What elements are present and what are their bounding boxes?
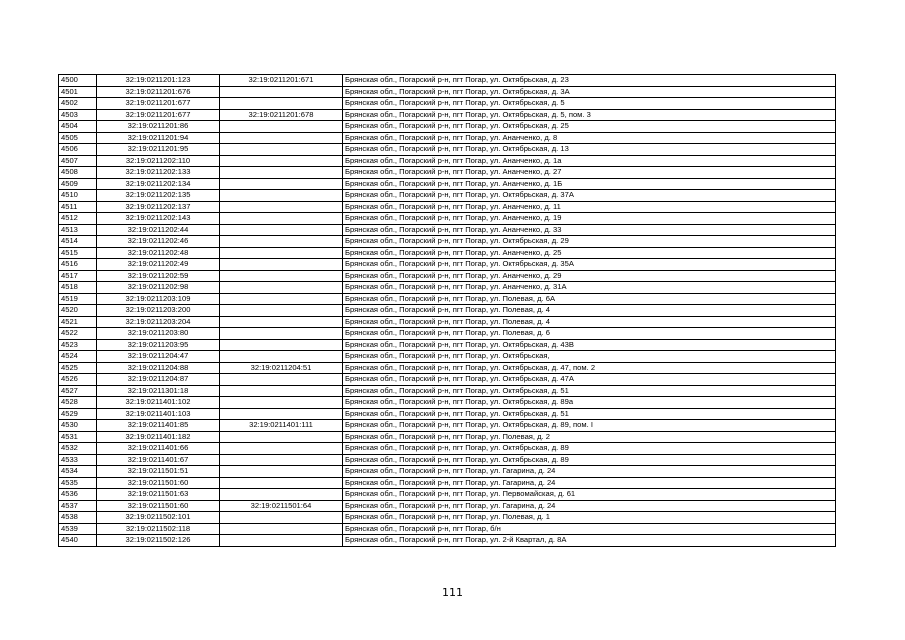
address-cell: Брянская обл., Погарский р-н, пгт Погар, ул. Ананченко, д. 11 [343, 201, 836, 213]
cadastral-number-cell: 32:19:0211202:98 [97, 282, 220, 294]
address-cell: Брянская обл., Погарский р-н, пгт Погар, ул. Полевая, д. 1 [343, 512, 836, 524]
linked-cadastral-number-cell: 32:19:0211501:64 [220, 500, 343, 512]
row-number-cell: 4505 [59, 132, 97, 144]
address-cell: Брянская обл., Погарский р-н, пгт Погар, ул. Октябрьская, д. 5, пом. 3 [343, 109, 836, 121]
linked-cadastral-number-cell [220, 523, 343, 535]
linked-cadastral-number-cell [220, 431, 343, 443]
linked-cadastral-number-cell [220, 535, 343, 547]
cadastral-number-cell: 32:19:0211401:66 [97, 443, 220, 455]
address-cell: Брянская обл., Погарский р-н, пгт Погар, ул. Ананченко, д. 29 [343, 270, 836, 282]
row-number-cell: 4534 [59, 466, 97, 478]
cadastral-number-cell: 32:19:0211501:51 [97, 466, 220, 478]
address-cell: Брянская обл., Погарский р-н, пгт Погар, ул. Октябрьская, д. 3А [343, 86, 836, 98]
linked-cadastral-number-cell: 32:19:0211204:51 [220, 362, 343, 374]
cadastral-number-cell: 32:19:0211203:109 [97, 293, 220, 305]
table-row [59, 431, 836, 443]
cadastral-number-cell: 32:19:0211401:102 [97, 397, 220, 409]
cadastral-number-cell: 32:19:0211202:133 [97, 167, 220, 179]
row-number-cell: 4509 [59, 178, 97, 190]
linked-cadastral-number-cell [220, 397, 343, 409]
address-cell: Брянская обл., Погарский р-н, пгт Погар, ул. Октябрьская, д. 35А [343, 259, 836, 271]
cadastral-number-cell: 32:19:0211203:80 [97, 328, 220, 340]
table-row [59, 155, 836, 167]
address-cell: Брянская обл., Погарский р-н, пгт Погар, ул. 2-й Квартал, д. 8А [343, 535, 836, 547]
table-row [59, 420, 836, 432]
linked-cadastral-number-cell [220, 144, 343, 156]
table-row [59, 132, 836, 144]
page-number: 111 [442, 586, 463, 599]
linked-cadastral-number-cell [220, 270, 343, 282]
row-number-cell: 4526 [59, 374, 97, 386]
address-cell: Брянская обл., Погарский р-н, пгт Погар, ул. Полевая, д. 4 [343, 316, 836, 328]
table-row [59, 109, 836, 121]
row-number-cell: 4515 [59, 247, 97, 259]
address-cell: Брянская обл., Погарский р-н, пгт Погар, ул. Полевая, д. 4 [343, 305, 836, 317]
row-number-cell: 4531 [59, 431, 97, 443]
address-cell: Брянская обл., Погарский р-н, пгт Погар, ул. Октябрьская, д. 47А [343, 374, 836, 386]
cadastral-number-cell: 32:19:0211502:126 [97, 535, 220, 547]
table-row [59, 466, 836, 478]
linked-cadastral-number-cell [220, 408, 343, 420]
linked-cadastral-number-cell [220, 201, 343, 213]
cadastral-number-cell: 32:19:0211201:676 [97, 86, 220, 98]
linked-cadastral-number-cell [220, 236, 343, 248]
linked-cadastral-number-cell [220, 224, 343, 236]
table-row [59, 201, 836, 213]
linked-cadastral-number-cell [220, 512, 343, 524]
linked-cadastral-number-cell [220, 489, 343, 501]
address-cell: Брянская обл., Погарский р-н, пгт Погар, ул. Октябрьская, д. 89а [343, 397, 836, 409]
cadastral-number-cell: 32:19:0211502:118 [97, 523, 220, 535]
linked-cadastral-number-cell [220, 351, 343, 363]
linked-cadastral-number-cell [220, 178, 343, 190]
linked-cadastral-number-cell [220, 86, 343, 98]
table-row [59, 236, 836, 248]
row-number-cell: 4514 [59, 236, 97, 248]
address-cell: Брянская обл., Погарский р-н, пгт Погар, ул. Ананченко, д. 8 [343, 132, 836, 144]
table-row [59, 339, 836, 351]
table-row [59, 190, 836, 202]
address-cell: Брянская обл., Погарский р-н, пгт Погар, ул. Октябрьская, д. 5 [343, 98, 836, 110]
table-row [59, 374, 836, 386]
cadastral-number-cell: 32:19:0211202:110 [97, 155, 220, 167]
table-row [59, 328, 836, 340]
cadastral-number-cell: 32:19:0211204:47 [97, 351, 220, 363]
address-cell: Брянская обл., Погарский р-н, пгт Погар, ул. Октябрьская, д. 89 [343, 454, 836, 466]
address-cell: Брянская обл., Погарский р-н, пгт Погар, ул. Ананченко, д. 25 [343, 247, 836, 259]
address-cell: Брянская обл., Погарский р-н, пгт Погар, ул. Октябрьская, д. 13 [343, 144, 836, 156]
address-cell: Брянская обл., Погарский р-н, пгт Погар, ул. Ананченко, д. 31А [343, 282, 836, 294]
linked-cadastral-number-cell [220, 305, 343, 317]
linked-cadastral-number-cell [220, 316, 343, 328]
address-cell: Брянская обл., Погарский р-н, пгт Погар, ул. Полевая, д. 6А [343, 293, 836, 305]
table-row [59, 247, 836, 259]
address-cell: Брянская обл., Погарский р-н, пгт Погар, ул. Октябрьская, д. 89 [343, 443, 836, 455]
property-registry-table [58, 74, 836, 547]
cadastral-number-cell: 32:19:0211202:135 [97, 190, 220, 202]
linked-cadastral-number-cell [220, 339, 343, 351]
linked-cadastral-number-cell [220, 293, 343, 305]
linked-cadastral-number-cell [220, 98, 343, 110]
row-number-cell: 4512 [59, 213, 97, 225]
row-number-cell: 4518 [59, 282, 97, 294]
table-row [59, 500, 836, 512]
table-row [59, 397, 836, 409]
table-row [59, 512, 836, 524]
address-cell: Брянская обл., Погарский р-н, пгт Погар, ул. Октябрьская, д. 29 [343, 236, 836, 248]
row-number-cell: 4513 [59, 224, 97, 236]
row-number-cell: 4510 [59, 190, 97, 202]
row-number-cell: 4529 [59, 408, 97, 420]
cadastral-number-cell: 32:19:0211202:48 [97, 247, 220, 259]
row-number-cell: 4504 [59, 121, 97, 133]
row-number-cell: 4521 [59, 316, 97, 328]
table-row [59, 305, 836, 317]
address-cell: Брянская обл., Погарский р-н, пгт Погар, ул. Первомайская, д. 61 [343, 489, 836, 501]
row-number-cell: 4530 [59, 420, 97, 432]
row-number-cell: 4516 [59, 259, 97, 271]
cadastral-number-cell: 32:19:0211204:88 [97, 362, 220, 374]
cadastral-number-cell: 32:19:0211202:46 [97, 236, 220, 248]
address-cell: Брянская обл., Погарский р-н, пгт Погар, ул. Ананченко, д. 1а [343, 155, 836, 167]
table-row [59, 270, 836, 282]
cadastral-number-cell: 32:19:0211401:85 [97, 420, 220, 432]
table-row [59, 316, 836, 328]
table-row [59, 454, 836, 466]
address-cell: Брянская обл., Погарский р-н, пгт Погар, ул. Октябрьская, д. 25 [343, 121, 836, 133]
row-number-cell: 4540 [59, 535, 97, 547]
row-number-cell: 4537 [59, 500, 97, 512]
row-number-cell: 4519 [59, 293, 97, 305]
cadastral-number-cell: 32:19:0211203:204 [97, 316, 220, 328]
cadastral-number-cell: 32:19:0211501:63 [97, 489, 220, 501]
address-cell: Брянская обл., Погарский р-н, пгт Погар, ул. Октябрьская, д. 47, пом. 2 [343, 362, 836, 374]
address-cell: Брянская обл., Погарский р-н, пгт Погар, б/н [343, 523, 836, 535]
cadastral-number-cell: 32:19:0211201:677 [97, 109, 220, 121]
linked-cadastral-number-cell [220, 155, 343, 167]
cadastral-number-cell: 32:19:0211502:101 [97, 512, 220, 524]
address-cell: Брянская обл., Погарский р-н, пгт Погар, ул. Ананченко, д. 27 [343, 167, 836, 179]
linked-cadastral-number-cell [220, 282, 343, 294]
cadastral-number-cell: 32:19:0211201:95 [97, 144, 220, 156]
cadastral-number-cell: 32:19:0211501:60 [97, 500, 220, 512]
row-number-cell: 4507 [59, 155, 97, 167]
table-row [59, 75, 836, 87]
table-row [59, 144, 836, 156]
address-cell: Брянская обл., Погарский р-н, пгт Погар, ул. Октябрьская, д. 51 [343, 385, 836, 397]
row-number-cell: 4501 [59, 86, 97, 98]
address-cell: Брянская обл., Погарский р-н, пгт Погар, ул. Полевая, д. 2 [343, 431, 836, 443]
cadastral-number-cell: 32:19:0211201:86 [97, 121, 220, 133]
address-cell: Брянская обл., Погарский р-н, пгт Погар, ул. Октябрьская, д. 89, пом. I [343, 420, 836, 432]
table-row [59, 282, 836, 294]
address-cell: Брянская обл., Погарский р-н, пгт Погар, ул. Октябрьская, д. 37А [343, 190, 836, 202]
cadastral-number-cell: 32:19:0211201:94 [97, 132, 220, 144]
cadastral-number-cell: 32:19:0211401:103 [97, 408, 220, 420]
cadastral-number-cell: 32:19:0211202:49 [97, 259, 220, 271]
address-cell: Брянская обл., Погарский р-н, пгт Погар, ул. Ананченко, д. 1Б [343, 178, 836, 190]
cadastral-number-cell: 32:19:0211203:200 [97, 305, 220, 317]
cadastral-number-cell: 32:19:0211201:677 [97, 98, 220, 110]
address-cell: Брянская обл., Погарский р-н, пгт Погар, ул. Октябрьская, д. 23 [343, 75, 836, 87]
linked-cadastral-number-cell [220, 477, 343, 489]
row-number-cell: 4533 [59, 454, 97, 466]
table-row [59, 477, 836, 489]
linked-cadastral-number-cell: 32:19:0211201:678 [220, 109, 343, 121]
address-cell: Брянская обл., Погарский р-н, пгт Погар, ул. Октябрьская, д. 43В [343, 339, 836, 351]
cadastral-number-cell: 32:19:0211202:44 [97, 224, 220, 236]
table-row [59, 362, 836, 374]
table-row [59, 408, 836, 420]
row-number-cell: 4503 [59, 109, 97, 121]
table-row [59, 178, 836, 190]
cadastral-number-cell: 32:19:0211201:123 [97, 75, 220, 87]
linked-cadastral-number-cell [220, 454, 343, 466]
cadastral-number-cell: 32:19:0211203:95 [97, 339, 220, 351]
address-cell: Брянская обл., Погарский р-н, пгт Погар, ул. Октябрьская, д. 51 [343, 408, 836, 420]
row-number-cell: 4500 [59, 75, 97, 87]
row-number-cell: 4506 [59, 144, 97, 156]
registry-table-body [59, 75, 836, 547]
table-row [59, 224, 836, 236]
table-row [59, 443, 836, 455]
linked-cadastral-number-cell: 32:19:0211401:111 [220, 420, 343, 432]
address-cell: Брянская обл., Погарский р-н, пгт Погар, ул. Ананченко, д. 19 [343, 213, 836, 225]
row-number-cell: 4517 [59, 270, 97, 282]
linked-cadastral-number-cell [220, 132, 343, 144]
row-number-cell: 4524 [59, 351, 97, 363]
linked-cadastral-number-cell [220, 247, 343, 259]
row-number-cell: 4535 [59, 477, 97, 489]
address-cell: Брянская обл., Погарский р-н, пгт Погар, ул. Гагарина, д. 24 [343, 477, 836, 489]
table-row [59, 489, 836, 501]
address-cell: Брянская обл., Погарский р-н, пгт Погар, ул. Гагарина, д. 24 [343, 466, 836, 478]
table-row [59, 523, 836, 535]
cadastral-number-cell: 32:19:0211202:134 [97, 178, 220, 190]
linked-cadastral-number-cell [220, 385, 343, 397]
table-row [59, 98, 836, 110]
linked-cadastral-number-cell [220, 328, 343, 340]
table-row [59, 535, 836, 547]
row-number-cell: 4525 [59, 362, 97, 374]
address-cell: Брянская обл., Погарский р-н, пгт Погар, ул. Гагарина, д. 24 [343, 500, 836, 512]
linked-cadastral-number-cell [220, 259, 343, 271]
cadastral-number-cell: 32:19:0211204:87 [97, 374, 220, 386]
linked-cadastral-number-cell [220, 466, 343, 478]
cadastral-number-cell: 32:19:0211202:143 [97, 213, 220, 225]
table-row [59, 385, 836, 397]
table-row [59, 121, 836, 133]
row-number-cell: 4520 [59, 305, 97, 317]
row-number-cell: 4536 [59, 489, 97, 501]
row-number-cell: 4508 [59, 167, 97, 179]
table-row [59, 86, 836, 98]
linked-cadastral-number-cell [220, 190, 343, 202]
table-row [59, 213, 836, 225]
row-number-cell: 4522 [59, 328, 97, 340]
cadastral-number-cell: 32:19:0211301:18 [97, 385, 220, 397]
row-number-cell: 4538 [59, 512, 97, 524]
row-number-cell: 4523 [59, 339, 97, 351]
row-number-cell: 4528 [59, 397, 97, 409]
cadastral-number-cell: 32:19:0211202:59 [97, 270, 220, 282]
linked-cadastral-number-cell [220, 167, 343, 179]
address-cell: Брянская обл., Погарский р-н, пгт Погар, ул. Ананченко, д. 33 [343, 224, 836, 236]
table-row [59, 259, 836, 271]
table-row [59, 351, 836, 363]
address-cell: Брянская обл., Погарский р-н, пгт Погар, ул. Полевая, д. 6 [343, 328, 836, 340]
row-number-cell: 4532 [59, 443, 97, 455]
cadastral-number-cell: 32:19:0211401:182 [97, 431, 220, 443]
row-number-cell: 4502 [59, 98, 97, 110]
table-row [59, 293, 836, 305]
address-cell: Брянская обл., Погарский р-н, пгт Погар, ул. Октябрьская, [343, 351, 836, 363]
table-row [59, 167, 836, 179]
linked-cadastral-number-cell: 32:19:0211201:671 [220, 75, 343, 87]
row-number-cell: 4539 [59, 523, 97, 535]
linked-cadastral-number-cell [220, 374, 343, 386]
linked-cadastral-number-cell [220, 121, 343, 133]
linked-cadastral-number-cell [220, 213, 343, 225]
cadastral-number-cell: 32:19:0211202:137 [97, 201, 220, 213]
cadastral-number-cell: 32:19:0211401:67 [97, 454, 220, 466]
row-number-cell: 4527 [59, 385, 97, 397]
row-number-cell: 4511 [59, 201, 97, 213]
cadastral-number-cell: 32:19:0211501:60 [97, 477, 220, 489]
linked-cadastral-number-cell [220, 443, 343, 455]
